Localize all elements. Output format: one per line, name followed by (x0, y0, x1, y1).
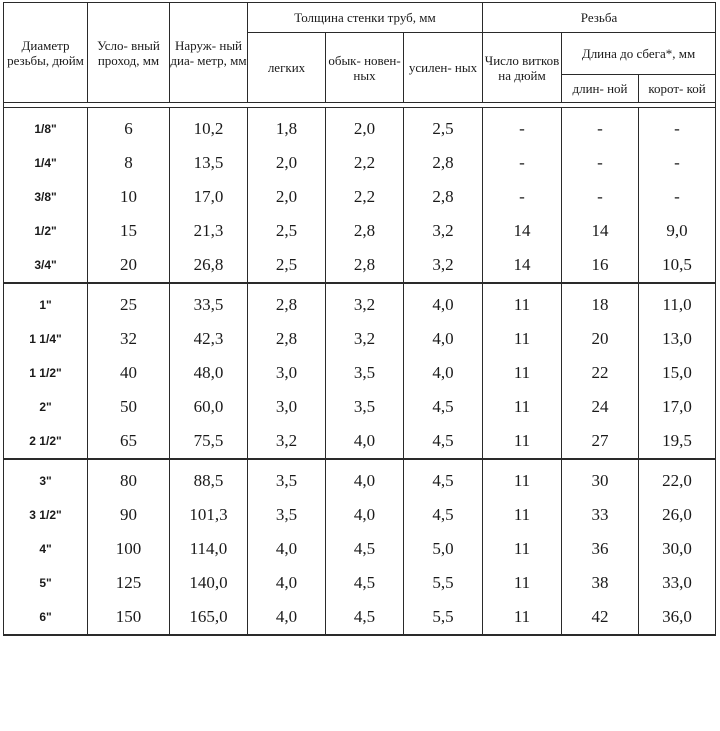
cell-length-short: 15,0 (639, 356, 716, 390)
cell-turns-per-inch: 11 (483, 356, 562, 390)
cell-wall-reinforced: 3,2 (404, 248, 483, 283)
cell-outer-diameter: 42,3 (170, 322, 248, 356)
cell-length-long: 24 (562, 390, 639, 424)
cell-wall-reinforced: 4,0 (404, 356, 483, 390)
cell-wall-ordinary: 3,2 (326, 322, 404, 356)
cell-outer-diameter: 114,0 (170, 532, 248, 566)
cell-length-short: 30,0 (639, 532, 716, 566)
cell-wall-light: 3,5 (248, 459, 326, 498)
cell-length-short: 33,0 (639, 566, 716, 600)
cell-wall-reinforced: 5,0 (404, 532, 483, 566)
cell-turns-per-inch: 11 (483, 532, 562, 566)
cell-length-short: - (639, 146, 716, 180)
cell-length-short: 36,0 (639, 600, 716, 635)
header-wall-reinforced: усилен- ных (404, 33, 483, 103)
cell-wall-reinforced: 4,5 (404, 390, 483, 424)
cell-outer-diameter: 101,3 (170, 498, 248, 532)
cell-wall-reinforced: 4,5 (404, 459, 483, 498)
cell-outer-diameter: 140,0 (170, 566, 248, 600)
cell-wall-reinforced: 2,8 (404, 180, 483, 214)
table-row (4, 600, 716, 635)
cell-wall-light: 4,0 (248, 600, 326, 635)
cell-diameter: 1 1/2" (4, 356, 88, 390)
table-row (4, 322, 716, 356)
cell-outer-diameter: 48,0 (170, 356, 248, 390)
cell-length-long: - (562, 146, 639, 180)
cell-wall-reinforced: 3,2 (404, 214, 483, 248)
cell-length-long: 30 (562, 459, 639, 498)
table-row (4, 180, 716, 214)
cell-diameter: 3 1/2" (4, 498, 88, 532)
cell-turns-per-inch: 11 (483, 459, 562, 498)
header-diameter: Диаметр резьбы, дюйм (4, 3, 88, 103)
cell-wall-ordinary: 2,8 (326, 214, 404, 248)
table-row (4, 390, 716, 424)
header-wall-light: легких (248, 33, 326, 103)
table-header (4, 3, 716, 108)
cell-nominal-bore: 90 (88, 498, 170, 532)
cell-diameter: 2 1/2" (4, 424, 88, 459)
cell-wall-ordinary: 4,5 (326, 532, 404, 566)
cell-length-short: 26,0 (639, 498, 716, 532)
cell-nominal-bore: 8 (88, 146, 170, 180)
cell-wall-light: 3,5 (248, 498, 326, 532)
header-run-out-length: Длина до сбега*, мм (562, 33, 716, 75)
cell-length-long: 18 (562, 283, 639, 322)
cell-nominal-bore: 40 (88, 356, 170, 390)
cell-outer-diameter: 165,0 (170, 600, 248, 635)
cell-turns-per-inch: 11 (483, 283, 562, 322)
document-page (3, 2, 715, 727)
table-row (4, 214, 716, 248)
cell-wall-light: 2,0 (248, 146, 326, 180)
pipe-dimensions-table (3, 2, 716, 636)
cell-wall-ordinary: 2,2 (326, 180, 404, 214)
cell-diameter: 3" (4, 459, 88, 498)
cell-nominal-bore: 125 (88, 566, 170, 600)
table-row (4, 424, 716, 459)
cell-nominal-bore: 50 (88, 390, 170, 424)
header-nominal-bore: Усло- вный проход, мм (88, 3, 170, 103)
cell-nominal-bore: 15 (88, 214, 170, 248)
cell-outer-diameter: 88,5 (170, 459, 248, 498)
cell-wall-ordinary: 2,8 (326, 248, 404, 283)
cell-diameter: 4" (4, 532, 88, 566)
cell-wall-light: 2,8 (248, 283, 326, 322)
cell-nominal-bore: 80 (88, 459, 170, 498)
cell-outer-diameter: 26,8 (170, 248, 248, 283)
cell-wall-light: 1,8 (248, 108, 326, 147)
cell-outer-diameter: 17,0 (170, 180, 248, 214)
cell-turns-per-inch: 14 (483, 248, 562, 283)
cell-outer-diameter: 13,5 (170, 146, 248, 180)
cell-wall-ordinary: 4,5 (326, 566, 404, 600)
cell-turns-per-inch: - (483, 108, 562, 147)
table-row (4, 459, 716, 498)
cell-diameter: 1" (4, 283, 88, 322)
cell-length-short: - (639, 108, 716, 147)
table-row (4, 146, 716, 180)
cell-length-short: 11,0 (639, 283, 716, 322)
header-outer-diameter: Наруж- ный диа- метр, мм (170, 3, 248, 103)
table-row (4, 532, 716, 566)
cell-diameter: 1/2" (4, 214, 88, 248)
header-wall-thickness: Толщина стенки труб, мм (248, 3, 483, 33)
cell-length-long: 14 (562, 214, 639, 248)
cell-diameter: 1/8" (4, 108, 88, 147)
cell-wall-light: 3,0 (248, 356, 326, 390)
cell-diameter: 3/4" (4, 248, 88, 283)
cell-length-long: 20 (562, 322, 639, 356)
cell-wall-ordinary: 3,5 (326, 390, 404, 424)
cell-diameter: 1 1/4" (4, 322, 88, 356)
cell-turns-per-inch: 14 (483, 214, 562, 248)
cell-outer-diameter: 21,3 (170, 214, 248, 248)
table-row (4, 283, 716, 322)
cell-wall-ordinary: 2,0 (326, 108, 404, 147)
cell-wall-light: 2,5 (248, 214, 326, 248)
cell-wall-reinforced: 4,0 (404, 283, 483, 322)
cell-wall-reinforced: 2,5 (404, 108, 483, 147)
cell-length-short: 13,0 (639, 322, 716, 356)
cell-wall-ordinary: 2,2 (326, 146, 404, 180)
cell-turns-per-inch: 11 (483, 498, 562, 532)
cell-outer-diameter: 33,5 (170, 283, 248, 322)
cell-turns-per-inch: 11 (483, 424, 562, 459)
header-long: длин- ной (562, 75, 639, 103)
cell-length-short: - (639, 180, 716, 214)
cell-length-short: 17,0 (639, 390, 716, 424)
cell-length-long: - (562, 180, 639, 214)
table-body (4, 108, 716, 636)
cell-length-long: - (562, 108, 639, 147)
cell-length-long: 16 (562, 248, 639, 283)
cell-diameter: 2" (4, 390, 88, 424)
cell-wall-ordinary: 4,0 (326, 424, 404, 459)
cell-length-short: 9,0 (639, 214, 716, 248)
cell-wall-ordinary: 4,5 (326, 600, 404, 635)
cell-length-long: 36 (562, 532, 639, 566)
cell-wall-light: 3,2 (248, 424, 326, 459)
cell-length-short: 22,0 (639, 459, 716, 498)
cell-diameter: 1/4" (4, 146, 88, 180)
cell-nominal-bore: 10 (88, 180, 170, 214)
cell-wall-ordinary: 3,2 (326, 283, 404, 322)
cell-wall-reinforced: 5,5 (404, 566, 483, 600)
cell-diameter: 3/8" (4, 180, 88, 214)
header-short: корот- кой (639, 75, 716, 103)
cell-wall-reinforced: 4,5 (404, 424, 483, 459)
cell-turns-per-inch: 11 (483, 322, 562, 356)
cell-wall-reinforced: 2,8 (404, 146, 483, 180)
cell-outer-diameter: 75,5 (170, 424, 248, 459)
cell-diameter: 5" (4, 566, 88, 600)
cell-wall-ordinary: 4,0 (326, 459, 404, 498)
cell-length-long: 38 (562, 566, 639, 600)
cell-nominal-bore: 100 (88, 532, 170, 566)
cell-nominal-bore: 25 (88, 283, 170, 322)
table-row (4, 566, 716, 600)
cell-wall-ordinary: 4,0 (326, 498, 404, 532)
cell-turns-per-inch: - (483, 180, 562, 214)
header-turns-per-inch: Число витков на дюйм (483, 33, 562, 103)
cell-length-long: 33 (562, 498, 639, 532)
cell-length-long: 22 (562, 356, 639, 390)
cell-length-short: 19,5 (639, 424, 716, 459)
cell-length-long: 42 (562, 600, 639, 635)
cell-wall-reinforced: 5,5 (404, 600, 483, 635)
cell-nominal-bore: 65 (88, 424, 170, 459)
cell-wall-light: 2,5 (248, 248, 326, 283)
cell-nominal-bore: 20 (88, 248, 170, 283)
cell-length-long: 27 (562, 424, 639, 459)
cell-wall-light: 2,0 (248, 180, 326, 214)
header-wall-ordinary: обык- новен- ных (326, 33, 404, 103)
cell-wall-ordinary: 3,5 (326, 356, 404, 390)
cell-turns-per-inch: 11 (483, 600, 562, 635)
cell-length-short: 10,5 (639, 248, 716, 283)
cell-wall-light: 2,8 (248, 322, 326, 356)
table-row (4, 356, 716, 390)
cell-outer-diameter: 10,2 (170, 108, 248, 147)
cell-outer-diameter: 60,0 (170, 390, 248, 424)
table-row (4, 248, 716, 283)
table-row (4, 498, 716, 532)
cell-nominal-bore: 6 (88, 108, 170, 147)
cell-nominal-bore: 32 (88, 322, 170, 356)
cell-diameter: 6" (4, 600, 88, 635)
cell-turns-per-inch: 11 (483, 566, 562, 600)
header-thread: Резьба (483, 3, 716, 33)
cell-wall-light: 3,0 (248, 390, 326, 424)
cell-turns-per-inch: 11 (483, 390, 562, 424)
cell-nominal-bore: 150 (88, 600, 170, 635)
cell-wall-light: 4,0 (248, 566, 326, 600)
cell-wall-light: 4,0 (248, 532, 326, 566)
cell-wall-reinforced: 4,0 (404, 322, 483, 356)
cell-turns-per-inch: - (483, 146, 562, 180)
table-row (4, 108, 716, 147)
cell-wall-reinforced: 4,5 (404, 498, 483, 532)
